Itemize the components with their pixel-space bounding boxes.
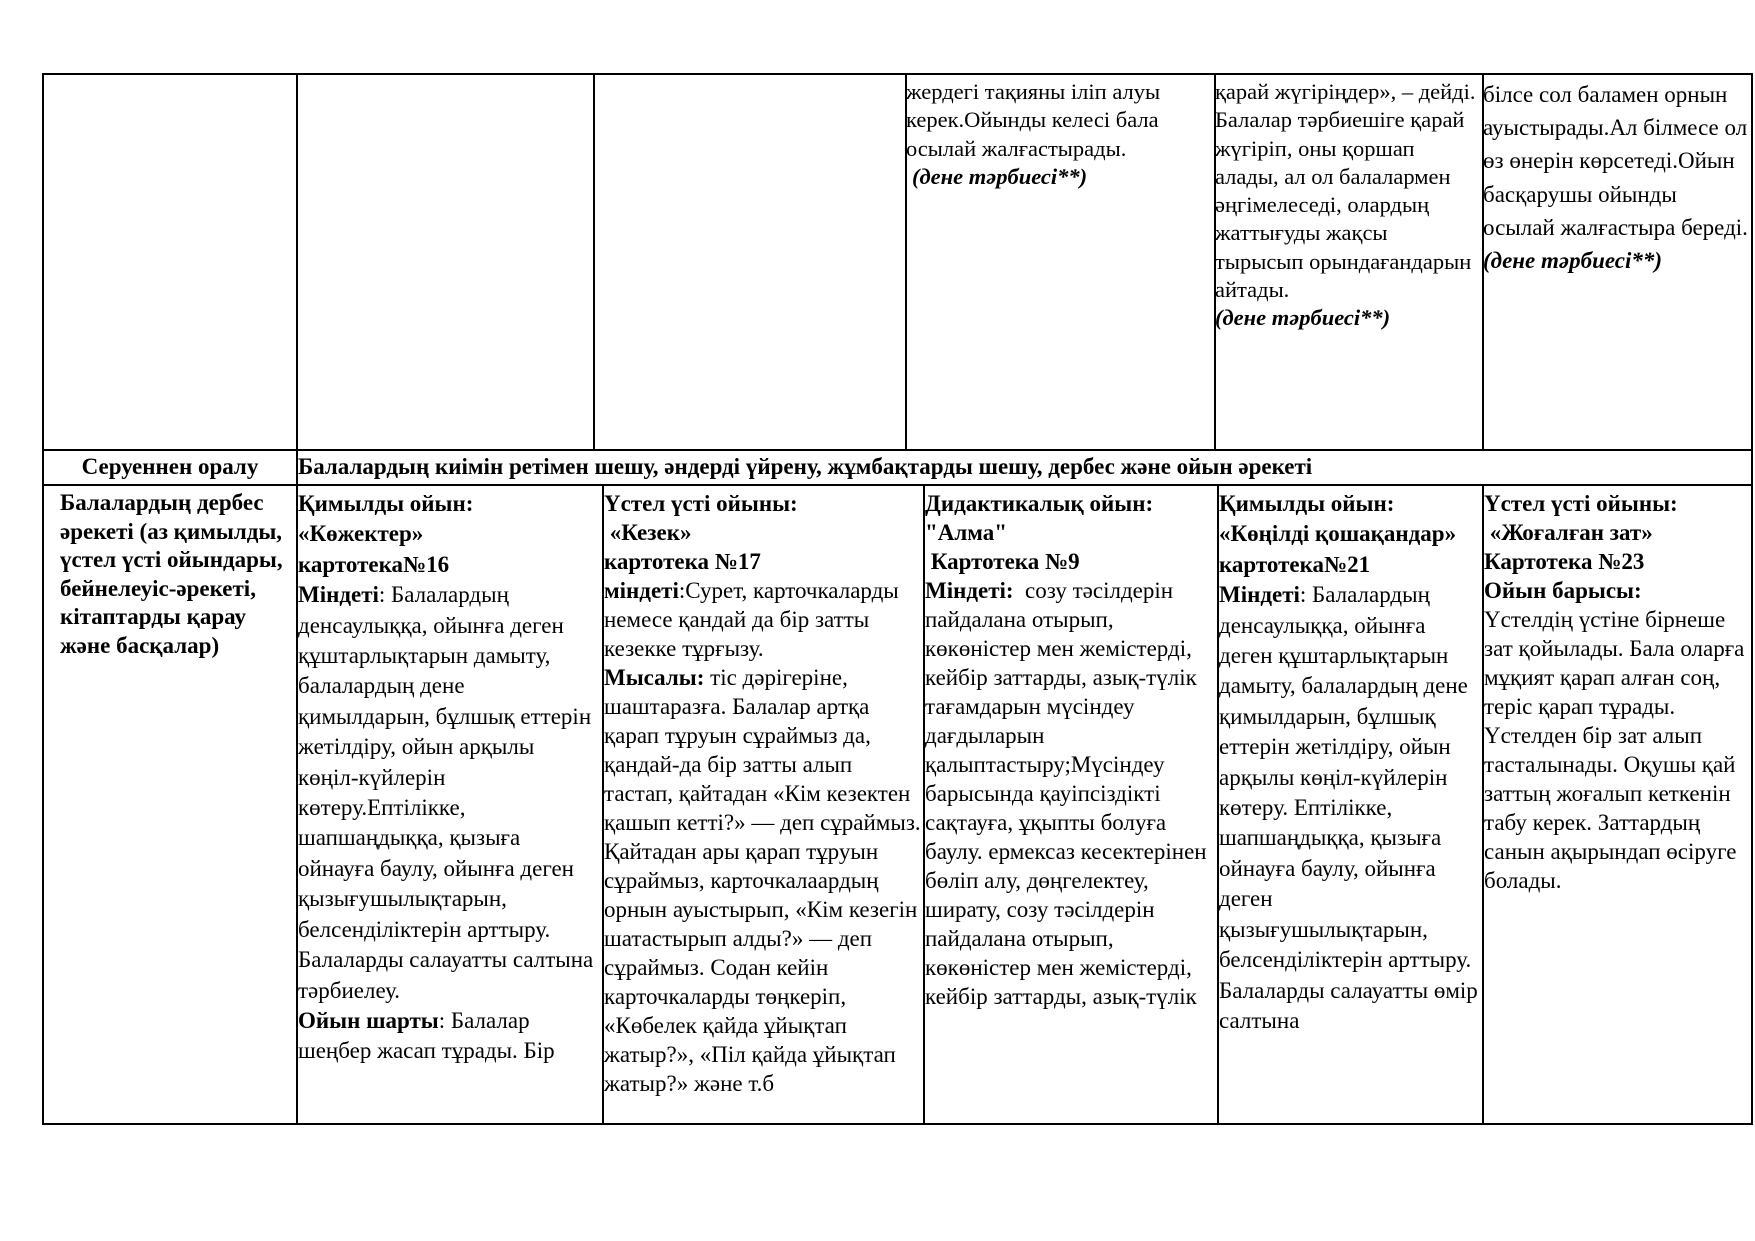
- row3-col5-l3: картотека№21: [1219, 551, 1371, 577]
- row3-col5-p1: [1219, 580, 1481, 1036]
- row3-label-cell: [60, 489, 296, 709]
- row3-col3-cell: [604, 489, 922, 1121]
- row3-col4-t1: созу тәсілдерін пайдалана отырып, көкөністер мен жемістерді, кейбір заттарды, азық-түлік тағамдарын мүсіндеу дағдыларын қалыптастыру;Мүсіндеу барысында қауіпсіздікті сақтауға, ұқыпты болуға баулу. ермексаз кесектерінен бөліп алу, дөңгелектеу, ширату, созу тәсілдерін пайдалана отырып, көкөністер мен жемістерді, кейбір заттарды, азық-түлік: [925, 578, 1213, 1009]
- row3-col2-p1: [298, 580, 600, 1006]
- row3-col4-p1: [925, 576, 1215, 1011]
- row3-col3-h2: Мысалы:: [604, 665, 705, 690]
- row3-col5-t1: : Балалардың денсаулыққа, ойынға деген құштарлықтарын дамыту, балалардың дене қимылдарын, бұлшық еттерін жетілдіру, ойын арқылы көңіл-күйлерін көтеру. Ептілікке, шапшаңдыққа, қызыға ойнауға баулу, ойынға деген қызығушылықтарын, белсенділіктерін арттыру. Балаларды салауатты өмір салтына: [1219, 582, 1478, 1033]
- row3-col6-t1: Үстелдің үстіне бірнеше зат қойылады. Бала оларға мұқият қарап алған соң, теріс қарап тұрады. Үстелден бір зат алып тасталынады. Оқушы қай заттың жоғалып кеткенін табу керек. Заттардың санын ақырындап өсіруге болады.: [1484, 607, 1745, 893]
- row1-col6-cell: [1483, 78, 1751, 448]
- row2-label-cell: [44, 453, 296, 483]
- row1-col5-tag: (дене тәрбиесі**): [1215, 305, 1391, 331]
- row3-col5-h1: Міндеті: [1219, 582, 1300, 608]
- row3-col2-p2: [298, 1006, 600, 1067]
- row1-col4-tag: (дене тәрбиесі**): [912, 163, 1088, 189]
- row3-col4-l2: "Алма": [925, 520, 1008, 545]
- table-row-divider: [42, 449, 1753, 451]
- row3-col3-p2: [604, 663, 922, 837]
- row1-col5-text: қарай жүгіріңдер», – дейді. Балалар тәрбиешіге қарай жүгіріп, оны қоршап алады, ал ол балалармен әңгімелеседі, олардың жаттығуды жақсы тырысып орындағандарын айтады.: [1215, 79, 1476, 303]
- row3-col6-l3: Картотека №23: [1484, 549, 1645, 574]
- table-border-top: [42, 73, 1753, 75]
- row3-label: Балалардың дербес әрекеті (аз қимылды, үстел үсті ойындары, бейнелеуіс-әрекеті, кітаптарды қарау және басқалар): [60, 490, 283, 658]
- row2-content-cell: [298, 453, 1748, 483]
- row3-col3-l1: Үстел үсті ойыны:: [604, 491, 798, 516]
- row3-col2-h1: Міндеті: [298, 582, 379, 608]
- table-row-divider: [42, 484, 1753, 486]
- row1-col6-tag: (дене тәрбиесі**): [1483, 248, 1663, 274]
- table-col-divider: [593, 73, 595, 450]
- row3-col3-t1: :Сурет, карточкаларды немесе қандай да бір затты кезекке тұрғызу.: [604, 578, 899, 661]
- row3-col5-l1: Қимылды ойын:: [1219, 491, 1395, 516]
- row3-col5-l2: «Көңілді қошақандар»: [1219, 521, 1457, 547]
- table-border-right: [1751, 73, 1753, 1125]
- table-border-left: [42, 73, 44, 1125]
- row2-content: Балалардың киімін ретімен шешу, әндерді үйрену, жұмбақтарды шешу, дербес және ойын әрекеті: [298, 454, 1313, 479]
- row2-label: Серуеннен оралу: [81, 454, 259, 479]
- row3-col2-cell: [298, 489, 600, 1121]
- row3-col4-cell: [925, 489, 1215, 1121]
- row3-col3-l3: картотека №17: [604, 549, 761, 574]
- row3-col2-t2: : Балалар шеңбер жасап тұрады. Бір: [298, 1007, 555, 1064]
- row3-col6-l1: Үстел үсті ойыны:: [1484, 491, 1678, 516]
- row1-col4-cell: [906, 78, 1211, 448]
- row3-col6-h1: Ойын барысы:: [1484, 578, 1642, 603]
- table-border-bottom: [42, 1123, 1753, 1125]
- row3-col6-l2: «Жоғалған зат»: [1484, 520, 1653, 545]
- row3-col4-h1: Міндеті:: [925, 578, 1014, 603]
- row1-col5-cell: [1215, 78, 1480, 448]
- row3-col2-l3: картотека№16: [298, 551, 450, 577]
- row1-col4-text: жердегі тақияны іліп алуы керек.Ойынды келесі бала осылай жалғастырады.: [906, 79, 1161, 161]
- row3-col3-p1: [604, 576, 922, 663]
- row3-col5-cell: [1219, 489, 1481, 1121]
- row3-col3-t2: тіс дәрігеріне, шаштаразға. Балалар артқа қарап тұруын сұраймыз да, қандай-да бір затты алып тастап, қайтадан «Кім кезектен қашып кетті?» — деп сұраймыз.: [604, 665, 921, 835]
- row3-col6-cell: [1484, 489, 1750, 1121]
- row3-col3-h1: міндеті: [604, 578, 679, 603]
- row3-col3-t3: Қайтадан ары қарап тұруын сұраймыз, карточкалаардың орнын ауыстырып, «Кім кезегін шатастырып алды?» — деп сұраймыз. Содан кейін карточкаларды төңкеріп, «Көбелек қайда ұйықтап жатыр?», «Піл қайда ұйықтап жатыр?» және т.б: [604, 839, 918, 1096]
- row3-col4-l3: Картотека №9: [925, 549, 1080, 574]
- row3-col2-l1: Қимылды ойын:: [298, 491, 474, 516]
- row1-col6-text: білсе сол баламен орнын ауыстырады.Ал білмесе ол өз өнерін көрсетеді.Ойын басқарушы ойынды осылай жалғастыра береді.: [1483, 82, 1748, 240]
- row3-col4-l1: Дидактикалық ойын:: [925, 491, 1154, 516]
- row3-col3-l2: «Кезек»: [604, 520, 692, 545]
- row3-col2-t1: : Балалардың денсаулыққа, ойынға деген құштарлықтарын дамыту, балалардың дене қимылдарын, бұлшық еттерін жетілдіру, ойын арқылы көңіл-күйлерін көтеру.Ептілікке, шапшаңдыққа, қызыға ойнауға баулу, ойынға деген қызығушылықтарын, белсенділіктерін арттыру. Балаларды салауатты салтына тәрбиелеу.: [298, 582, 594, 1003]
- row3-col2-h2: Ойын шарты: [298, 1007, 439, 1033]
- row3-col2-l2: «Көжектер»: [298, 521, 424, 547]
